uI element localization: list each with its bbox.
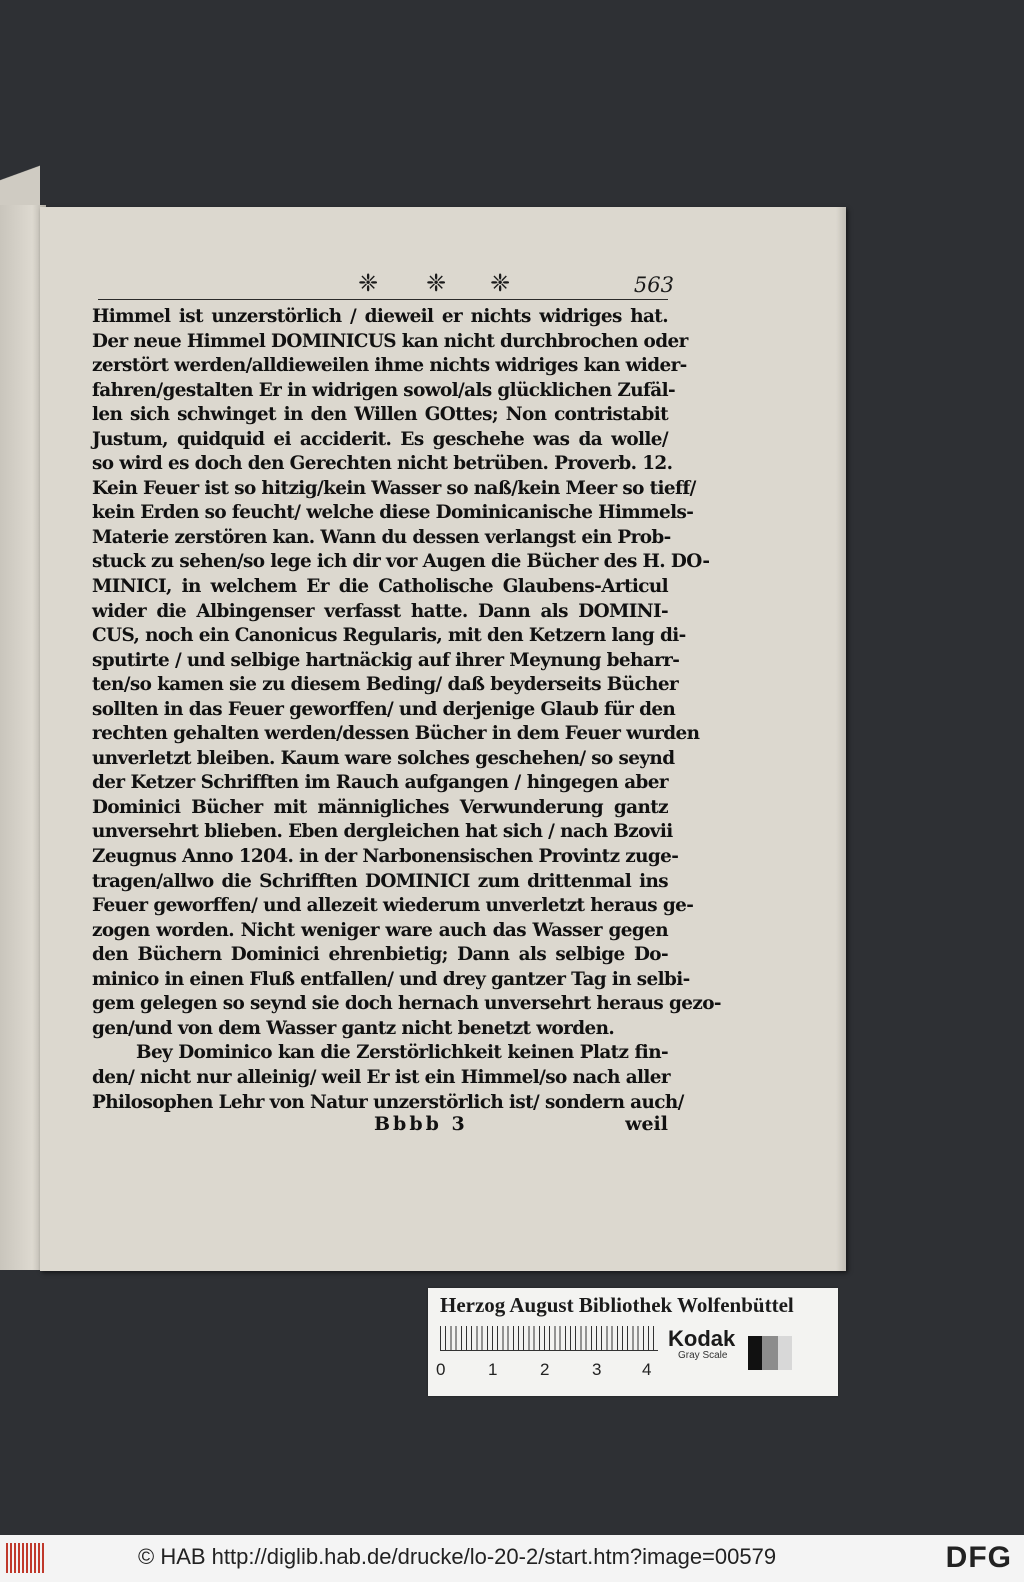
ruler-number: 0	[436, 1360, 446, 1379]
gray-patch-black	[748, 1336, 762, 1370]
text-line: zogen worden. Nicht weniger ware auch das Wasser gegen	[92, 919, 668, 941]
header-rule	[98, 299, 668, 300]
ruler-ticks	[440, 1326, 658, 1350]
gray-patch-mid	[762, 1336, 778, 1370]
kodak-logo: Kodak	[668, 1326, 736, 1351]
text-line: tragen/allwo die Schrifften DOMINICI zum drittenmal ins	[92, 870, 668, 892]
library-scale-label	[428, 1288, 838, 1396]
text-line: Feuer geworffen/ und allezeit wiederum unverletzt heraus ge-	[92, 895, 694, 917]
text-line: gen/und von dem Wasser gantz nicht benetzt worden.	[92, 1017, 615, 1039]
text-line: unverletzt bleiben. Kaum ware solches geschehen/ so seynd	[92, 747, 675, 769]
ruler-baseline	[440, 1350, 658, 1351]
catchword: weil	[625, 1113, 668, 1135]
ruler-number: 2	[540, 1360, 550, 1379]
text-line: Kein Feuer ist so hitzig/kein Wasser so naß/kein Meer so tieff/	[92, 477, 696, 499]
ruler-number: 4	[642, 1360, 652, 1379]
text-line: Himmel ist unzerstörlich / dieweil er nichts widriges hat.	[92, 306, 668, 327]
viewer-footer	[0, 1535, 1024, 1582]
gray-scale-label: Gray Scale	[678, 1350, 728, 1361]
text-line: wider die Albingenser verfasst hatte. Dann als DOMINI-	[92, 600, 668, 622]
adjacent-page-edge-top	[0, 150, 40, 210]
text-line: den/ nicht nur alleinig/ weil Er ist ein Himmel/so nach aller	[92, 1066, 670, 1088]
text-line: zerstört werden/alldieweilen ihme nichts widriges kan wider-	[92, 355, 687, 377]
text-line: kein Erden so feucht/ welche diese Dominicanische Himmels-	[92, 502, 694, 524]
text-line: Bey Dominico kan die Zerstörlichkeit keinen Platz fin-	[136, 1042, 668, 1064]
scanned-page	[40, 207, 846, 1271]
text-line: den Büchern Dominici ehrenbietig; Dann als selbige Do-	[92, 944, 668, 966]
text-line: fahren/gestalten Er in widrigen sowol/als glücklichen Zufäl-	[92, 379, 676, 401]
gray-patch-light	[778, 1336, 792, 1370]
ruler-scale	[438, 1326, 660, 1358]
text-line: rechten gehalten werden/dessen Bücher in dem Feuer wurden	[92, 723, 700, 745]
text-line: MINICI, in welchem Er die Catholische Glaubens-Articul	[92, 576, 668, 598]
text-line: Zeugnus Anno 1204. in der Narbonensischen Provintz zuge-	[92, 846, 679, 868]
ornament-icon: ❈	[358, 269, 379, 297]
text-line: Der neue Himmel DOMINICUS kan nicht durchbrochen oder	[92, 330, 688, 352]
text-line: Philosophen Lehr von Natur unzerstörlich ist/ sondern auch/	[92, 1091, 684, 1113]
text-line: sollten in das Feuer geworffen/ und derjenige Glaub für den	[92, 698, 676, 720]
text-line: Materie zerstören kan. Wann du dessen verlangst ein Prob-	[92, 526, 671, 548]
ruler-number: 3	[592, 1360, 602, 1379]
text-line: Justum, quidquid ei acciderit. Es geschehe was da wolle/	[92, 428, 668, 450]
text-line: stuck zu sehen/so lege ich dir vor Augen die Bücher des H. DO-	[92, 551, 710, 573]
text-line: CUS, noch ein Canonicus Regularis, mit den Ketzern lang di-	[92, 625, 686, 647]
text-line: unversehrt blieben. Eben dergleichen hat sich / nach Bzovii	[92, 821, 673, 843]
body-text	[92, 305, 721, 1115]
text-line: sputirte / und selbige hartnäckig auf ihrer Meynung beharr-	[92, 649, 680, 671]
text-line: minico in einen Fluß entfallen/ und drey gantzer Tag in selbi-	[92, 968, 690, 990]
copyright-url[interactable]: © HAB http://diglib.hab.de/drucke/lo-20-2/start.htm?image=00579	[138, 1544, 777, 1569]
ornament-icon: ❈	[490, 269, 511, 297]
library-name: Herzog August Bibliothek Wolfenbüttel	[440, 1293, 794, 1317]
signature-mark: Bbbb 3	[374, 1113, 468, 1135]
text-line: Dominici Bücher mit männigliches Verwunderung gantz	[92, 796, 668, 818]
ruler-number: 1	[488, 1360, 498, 1379]
text-line: der Ketzer Schrifften im Rauch aufgangen / hingegen aber	[92, 772, 668, 794]
page-number: 563	[633, 273, 674, 297]
running-header	[100, 269, 674, 303]
text-line: gem gelegen so seynd sie doch hernach unversehrt heraus gezo-	[92, 993, 721, 1015]
page-footer-line	[92, 1113, 668, 1139]
ornament-icon: ❈	[426, 269, 447, 297]
text-line: so wird es doch den Gerechten nicht betrüben. Proverb. 12.	[92, 453, 673, 475]
text-line: len sich schwinget in den Willen GOttes; Non contristabit	[92, 404, 668, 426]
barcode-icon	[6, 1543, 46, 1573]
dfg-logo: DFG	[945, 1541, 1012, 1574]
text-line: ten/so kamen sie zu diesem Beding/ daß beyderseits Bücher	[92, 674, 679, 696]
